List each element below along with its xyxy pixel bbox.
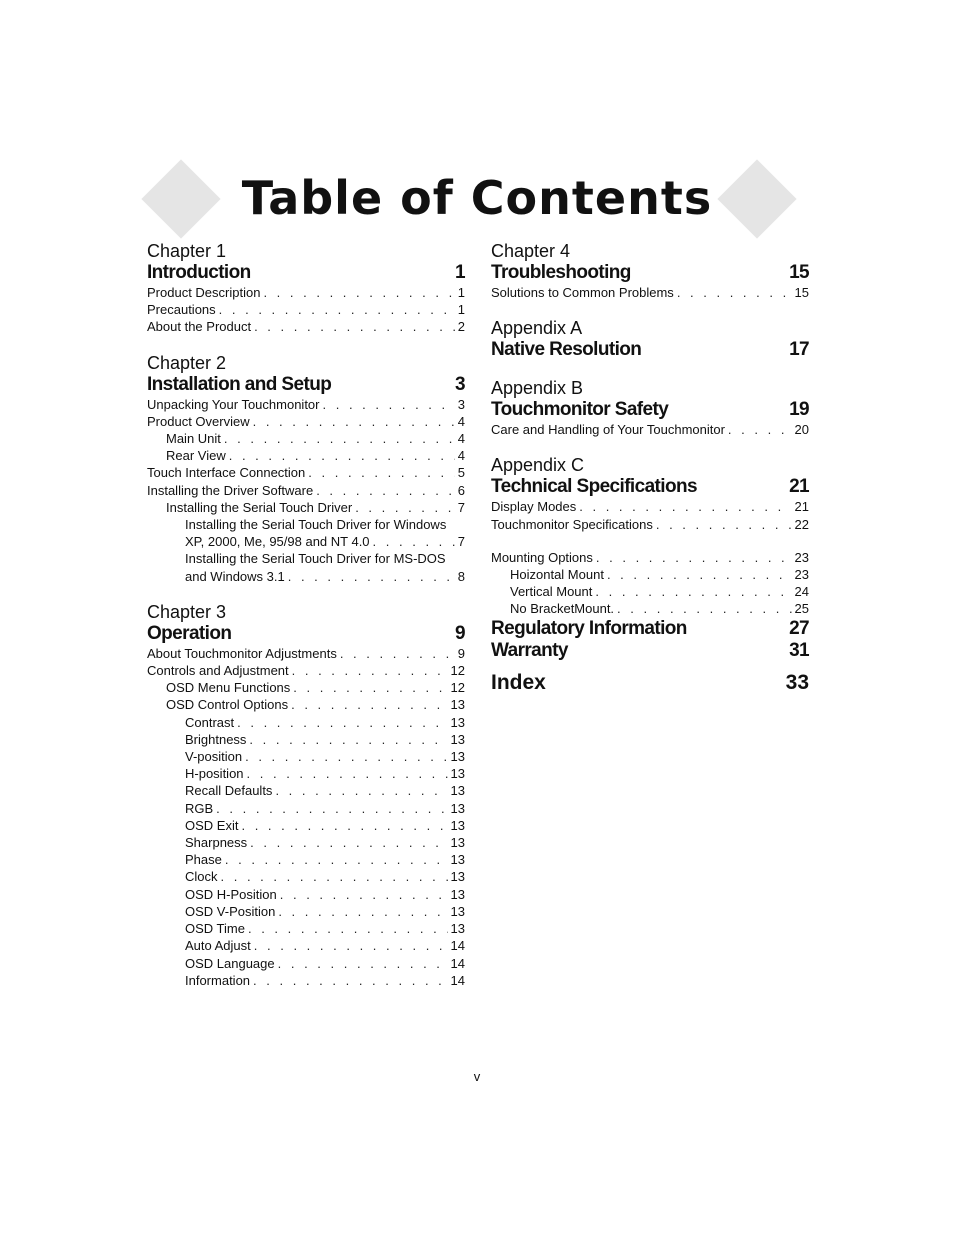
chapter-page: 3 (455, 373, 465, 395)
entry-page: 13 (450, 714, 465, 730)
index-link[interactable] (491, 670, 809, 696)
toc-entry[interactable] (147, 851, 465, 868)
dot-leader (219, 301, 455, 318)
entry-label: Auto Adjust (185, 938, 251, 954)
entry-page: 5 (457, 465, 465, 481)
entry-page: 24 (794, 584, 809, 600)
toc-entry[interactable] (147, 903, 465, 920)
page-number: v (473, 1069, 481, 1084)
entry-page: 2 (457, 319, 465, 335)
toc-entry[interactable] (147, 748, 465, 765)
entry-label: Phase (185, 852, 222, 868)
chapter-title-link[interactable] (147, 623, 465, 645)
entry-page: 4 (457, 431, 465, 447)
regulatory-information-link[interactable] (491, 618, 809, 640)
toc-entry[interactable] (147, 318, 465, 335)
toc-entry[interactable] (147, 696, 465, 713)
dot-leader (596, 549, 792, 566)
page-title: Table of Contents (241, 171, 713, 225)
entry-page: 13 (450, 749, 465, 765)
entry-label: OSD V-Position (185, 903, 276, 919)
entry-page: 13 (450, 817, 465, 833)
entry-page: 3 (457, 396, 465, 412)
appendix-title-link[interactable] (491, 339, 809, 361)
entry-page: 13 (450, 783, 465, 799)
toc-entry[interactable] (491, 516, 809, 533)
chapter-page: 15 (789, 262, 809, 283)
entry-label: Product Overview (147, 413, 250, 429)
entry-label: OSD Exit (185, 817, 239, 833)
entry-label: OSD Menu Functions (166, 680, 291, 696)
dot-leader (308, 464, 454, 481)
dot-leader (278, 903, 447, 920)
entry-label: RGB (185, 800, 214, 816)
appendix-title-link[interactable] (491, 399, 809, 421)
entry-page: 4 (457, 448, 465, 464)
dot-leader (607, 566, 792, 583)
toc-entry[interactable] (147, 731, 465, 748)
dot-leader (247, 765, 448, 782)
toc-entry[interactable] (491, 549, 809, 566)
entry-label: Product Description (147, 285, 261, 300)
toc-entry[interactable] (491, 583, 809, 600)
entry-label: Installing the Driver Software (147, 482, 314, 498)
entry-label: Hoizontal Mount (510, 567, 604, 583)
entry-label: V-position (185, 749, 243, 765)
entry-page: 6 (457, 482, 465, 498)
toc-entry[interactable] (147, 765, 465, 782)
toc-entry[interactable] (147, 782, 465, 799)
toc-entry[interactable] (147, 662, 465, 679)
appendix-c-section (491, 454, 809, 617)
entry-label: Information (185, 972, 251, 988)
entry-page: 20 (794, 422, 809, 438)
toc-entry[interactable] (147, 937, 465, 954)
entry-label: OSD Time (185, 921, 245, 937)
chapter-title: Introduction (147, 262, 251, 283)
appendix-page: 21 (789, 476, 809, 498)
entry-label: About the Product (147, 319, 252, 335)
appendix-label: Appendix A (491, 318, 583, 339)
entry-label: Installing the Serial Touch Driver (166, 499, 353, 515)
toc-entry[interactable] (147, 679, 465, 696)
entry-label: No BracketMount. (510, 601, 615, 617)
entry-label: Clock (185, 869, 218, 885)
dot-leader (278, 955, 448, 972)
toc-entry[interactable] (491, 566, 809, 583)
toc-entry[interactable] (147, 817, 465, 834)
entry-line2 (185, 533, 465, 550)
toc-entry[interactable] (147, 284, 465, 301)
dot-leader (323, 396, 455, 413)
entry-page: 13 (450, 697, 465, 713)
dot-leader (293, 679, 447, 696)
dot-leader (288, 568, 455, 585)
entry-page: 7 (457, 534, 465, 550)
chapter-page: 9 (455, 622, 465, 644)
entry-page: 14 (450, 972, 465, 988)
entry-line2 (185, 568, 465, 585)
dot-leader (245, 748, 447, 765)
entry-label: Vertical Mount (510, 584, 593, 600)
entry-page: 14 (450, 938, 465, 954)
entry-page: 15 (794, 285, 809, 300)
appendix-label: Appendix B (491, 378, 584, 399)
appendix-title: Technical Specifications (491, 476, 697, 498)
spacer (491, 533, 809, 549)
warranty-page: 31 (789, 639, 809, 661)
entry-label: Controls and Adjustment (147, 663, 289, 679)
entry-label: Main Unit (166, 431, 221, 447)
entry-page: 13 (450, 852, 465, 868)
dot-leader (253, 972, 447, 989)
appendix-title-link[interactable] (491, 476, 809, 498)
chapter-label: Chapter 3 (147, 601, 227, 622)
toc-entry[interactable] (147, 645, 465, 662)
entry-label: Touch Interface Connection (147, 465, 306, 481)
chapter-title: Installation and Setup (147, 373, 332, 395)
entry-page: 13 (450, 886, 465, 902)
entry-label: Contrast (185, 714, 235, 730)
chapter-3-section (147, 601, 465, 989)
toc-entry[interactable] (491, 498, 809, 515)
appendix-b-section (491, 377, 809, 438)
entry-page: 25 (794, 601, 809, 617)
entry-label: About Touchmonitor Adjustments (147, 645, 337, 661)
toc-entry[interactable] (147, 834, 465, 851)
toc-entry-wrapped[interactable] (147, 550, 465, 584)
toc-entry[interactable] (147, 499, 465, 516)
toc-entry[interactable] (147, 301, 465, 318)
dot-leader (355, 499, 455, 516)
entry-page: 22 (794, 516, 809, 532)
entry-label: Care and Handling of Your Touchmonitor (491, 422, 725, 438)
toc-entry[interactable] (147, 396, 465, 413)
entry-label: OSD H-Position (185, 886, 277, 902)
entry-page: 13 (450, 731, 465, 747)
toc-entry[interactable] (147, 920, 465, 937)
toc-entry[interactable] (491, 600, 809, 617)
entry-page: 13 (450, 766, 465, 782)
dot-leader (221, 868, 448, 885)
entry-page: 12 (450, 680, 465, 696)
dot-leader (291, 696, 447, 713)
chapter-title-link[interactable] (491, 262, 809, 284)
entry-page: 12 (450, 663, 465, 679)
dot-leader (280, 886, 448, 903)
entry-label: OSD Control Options (166, 697, 289, 713)
dot-leader (292, 662, 448, 679)
chapter-label: Chapter 1 (147, 241, 227, 261)
entry-label: Mounting Options (491, 549, 593, 565)
toc-right-column (491, 240, 809, 696)
entry-label-line1: Installing the Serial Touch Driver for Windows (185, 517, 447, 533)
entry-label: Rear View (166, 448, 226, 464)
dot-leader (263, 284, 454, 301)
chapter-title: Troubleshooting (491, 262, 631, 283)
chapter-1-section (147, 240, 465, 336)
entry-page: 8 (457, 568, 465, 584)
spacer (491, 662, 809, 670)
entry-page: 23 (794, 567, 809, 583)
warranty-link[interactable] (491, 640, 809, 662)
entry-page: 14 (450, 955, 465, 971)
entry-label: Solutions to Common Problems (491, 285, 674, 300)
appendix-label: Appendix C (491, 455, 585, 476)
entry-label: Display Modes (491, 499, 577, 515)
dot-leader (617, 600, 791, 617)
dot-leader (237, 714, 447, 731)
toc-left-column (147, 240, 465, 1005)
dot-leader (225, 851, 448, 868)
toc-entry[interactable] (147, 464, 465, 481)
entry-page: 1 (457, 302, 465, 318)
entry-page: 13 (450, 921, 465, 937)
entry-label-line1: Installing the Serial Touch Driver for MS-DOS (185, 551, 446, 567)
toc-entry[interactable] (491, 284, 809, 301)
dot-leader (253, 413, 455, 430)
entry-page: 23 (794, 549, 809, 565)
toc-entry[interactable] (147, 447, 465, 464)
entry-label-line2: and Windows 3.1 (185, 568, 285, 584)
chapter-title-link[interactable] (147, 262, 465, 284)
dot-leader (216, 800, 447, 817)
dot-leader (316, 482, 455, 499)
index-title: Index (491, 670, 546, 694)
entry-label: Recall Defaults (185, 783, 273, 799)
dot-leader (250, 834, 447, 851)
dot-leader (579, 498, 791, 515)
index-page: 33 (785, 670, 809, 694)
dot-leader (275, 782, 447, 799)
toc-entry[interactable] (491, 421, 809, 438)
dot-leader (241, 817, 447, 834)
dot-leader (248, 920, 448, 937)
toc-entry[interactable] (147, 955, 465, 972)
appendix-page: 19 (789, 399, 809, 421)
entry-label: Unpacking Your Touchmonitor (147, 396, 320, 412)
appendix-title: Touchmonitor Safety (491, 399, 669, 421)
dot-leader (224, 430, 455, 447)
dot-leader (249, 731, 447, 748)
appendix-page: 17 (789, 339, 809, 361)
entry-label: OSD Language (185, 955, 275, 971)
appendix-title: Native Resolution (491, 339, 642, 361)
chapter-title: Operation (147, 622, 232, 644)
dot-leader (340, 645, 455, 662)
toc-entry[interactable] (147, 868, 465, 885)
warranty-title: Warranty (491, 639, 568, 661)
dot-leader (656, 516, 792, 533)
dot-leader (254, 318, 455, 335)
chapter-4-section (491, 240, 809, 301)
chapter-page: 1 (455, 262, 465, 283)
entry-page: 13 (450, 835, 465, 851)
entry-label: Sharpness (185, 835, 248, 851)
toc-entry[interactable] (147, 482, 465, 499)
toc-entry[interactable] (147, 972, 465, 989)
chapter-label: Chapter 4 (491, 241, 571, 261)
entry-page: 13 (450, 869, 465, 885)
entry-page: 21 (794, 499, 809, 515)
chapter-title-link[interactable] (147, 374, 465, 396)
entry-label: Brightness (185, 731, 247, 747)
dot-leader (677, 284, 792, 301)
entry-page: 13 (450, 800, 465, 816)
entry-page: 7 (457, 499, 465, 515)
entry-label: H-position (185, 766, 244, 782)
dot-leader (595, 583, 791, 600)
toc-entry[interactable] (147, 886, 465, 903)
appendix-a-section (491, 317, 809, 361)
toc-entry[interactable] (147, 800, 465, 817)
dot-leader (254, 937, 448, 954)
toc-entry[interactable] (147, 413, 465, 430)
entry-page: 1 (457, 285, 465, 300)
entry-page: 9 (457, 645, 465, 661)
entry-label: Precautions (147, 302, 216, 318)
regulatory-title: Regulatory Information (491, 617, 687, 639)
entry-label: Touchmonitor Specifications (491, 516, 653, 532)
regulatory-page: 27 (789, 617, 809, 639)
entry-page: 13 (450, 903, 465, 919)
chapter-label: Chapter 2 (147, 352, 227, 373)
entry-label-line2: XP, 2000, Me, 95/98 and NT 4.0 (185, 534, 370, 550)
dot-leader (373, 533, 455, 550)
toc-entry[interactable] (147, 714, 465, 731)
dot-leader (229, 447, 455, 464)
toc-entry[interactable] (147, 430, 465, 447)
entry-page: 4 (457, 413, 465, 429)
dot-leader (728, 421, 792, 438)
toc-entry-wrapped[interactable] (147, 516, 465, 550)
chapter-2-section (147, 352, 465, 585)
